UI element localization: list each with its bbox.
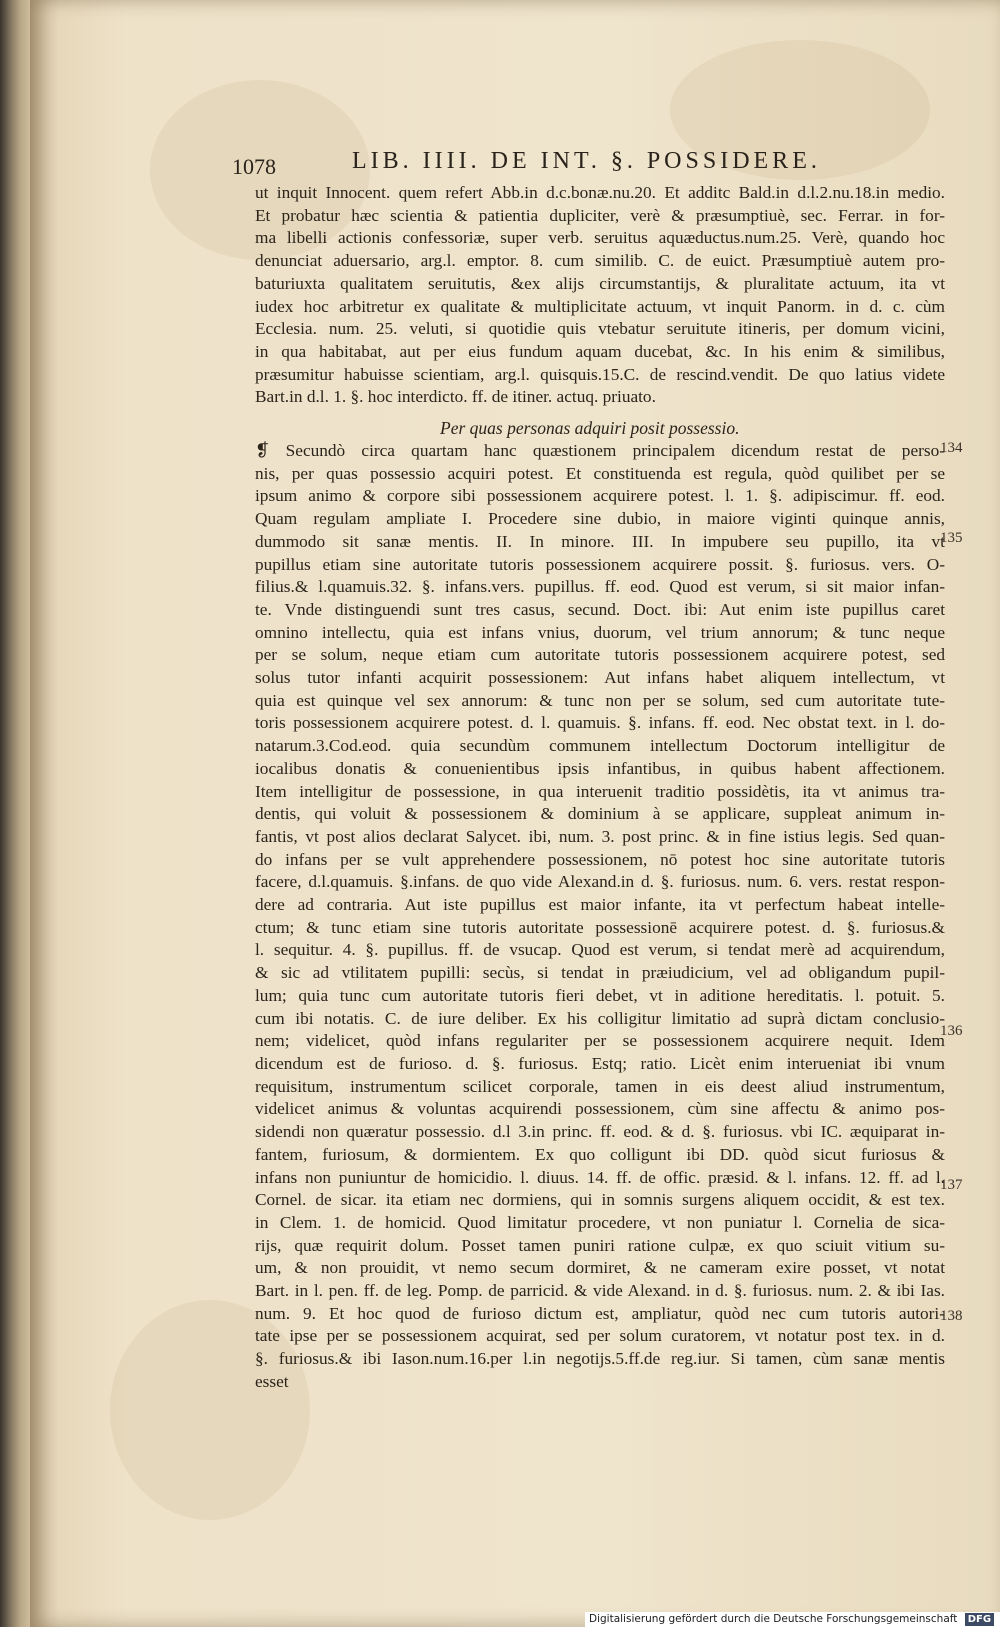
- margin-number-137: 137: [940, 1177, 963, 1193]
- digitization-credit-bar: [585, 1612, 1000, 1627]
- text-line: quia est quinque vel sex annorum: & tunc non per se solum, sed cum autoritate tute-: [255, 690, 945, 710]
- text-line: Bart.in d.l. 1. §. hoc interdicto. ff. de itiner. actuq. priuato.: [255, 387, 656, 407]
- text-line: iocalibus donatis & conuenientibus ipsis infantibus, in quibus habent affectionem.: [255, 758, 945, 778]
- text-line: in Clem. 1. de homicid. Quod limitatur procedere, vt non puniatur l. Cornelia de sica-: [255, 1212, 945, 1232]
- text-line: Cornel. de sicar. ita etiam nec dormiens, qui in somnis surgens aliquem occidit, & est tex.: [255, 1190, 945, 1210]
- text-line: do infans per se vult apprehendere possessionem, nō potest hoc sine autoritate tutoris: [255, 849, 945, 869]
- text-line: denunciat aduersario, arg.l. emptor. 8. cum similib. C. de euict. Præsumptiuè autem pro-: [255, 251, 945, 271]
- text-line: videlicet animus & voluntas acquirendi possessionem, cùm sine affectu & animo pos-: [255, 1099, 945, 1119]
- paragraph-1: [255, 182, 945, 409]
- text-line: toris possessionem acquirere potest. d. l. quamuis. §. infans. ff. eod. Nec obstat text. in l. do-: [255, 713, 945, 733]
- text-line: §. furiosus.& ibi Iason.num.16.per l.in negotijs.5.ff.de reg.iur. Si tamen, cùm sanæ mentis: [255, 1349, 945, 1369]
- text-line: sidendi non quæratur possessio. d.l 3.in princ. ff. eod. & d. §. furiosus. vbi IC. æquiparat in-: [255, 1122, 945, 1142]
- text-line: dicendum est de furioso. d. §. furiosus. Estq; ratio. Licèt enim interueniat ibi vnum: [255, 1053, 945, 1073]
- text-line: fantis, vt post alios declarat Salycet. ibi, num. 3. post princ. & in fine istius legis. Sed quan-: [255, 826, 945, 846]
- text-line: nis, per quas possessio acquiri potest. Et constituenda est regula, quòd quilibet per se: [255, 463, 945, 483]
- book-edge: [0, 0, 34, 1627]
- text-line: præsumitur habuisse scientiam, arg.l. quisquis.15.C. de rescind.vendit. De quo latius videte: [255, 364, 945, 384]
- text-line: ut inquit Innocent. quem refert Abb.in d.c.bonæ.nu.20. Et additc Bald.in d.l.2.nu.18.in medio.: [255, 183, 945, 202]
- margin-number-136: 136: [940, 1023, 963, 1039]
- text-line: ipsum animo & corpore sibi possessionem acquirere potest. l. 1. §. adipiscimur. ff. eod.: [255, 486, 945, 506]
- text-line: cum ibi notatis. C. de iure deliber. Ex his colligitur limitatio ad suprà dictam conclusio-: [255, 1008, 945, 1028]
- text-line: ctum; & tunc etiam sine tutoris autoritate possessionē acquirere potest. d. §. furiosus.&: [255, 917, 945, 937]
- text-line: um, & non prouidit, vt nemo secum dormiret, & ne cameram exire posset, vt notat: [255, 1258, 945, 1278]
- section-heading: Per quas personas adquiri posit possessio.: [440, 418, 740, 438]
- text-line: filius.& l.quamuis.32. §. infans.vers. pupillus. ff. eod. Quod est verum, si sit maior infan-: [255, 577, 945, 597]
- text-line: infans non puniuntur de homicidio. l. diuus. 14. ff. de offic. præsid. & l. infans. 12. ff. ad l.: [255, 1167, 945, 1187]
- margin-number-138: 138: [940, 1308, 963, 1324]
- text-line: in qua habitabat, aut per eius fundum aquam ducebat, &c. In his enim & similibus,: [255, 341, 945, 361]
- text-line: te. Vnde distinguendi sunt tres casus, secund. Doct. ibi: Aut enim iste pupillus caret: [255, 599, 945, 619]
- text-line: Quam regulam ampliate I. Procedere sine dubio, in maiore viginti quinque annis,: [255, 509, 945, 529]
- text-line: num. 9. Et hoc quod de furioso dictum est, ampliatur, quòd nec cum tutoris autori-: [255, 1303, 945, 1323]
- paragraph-2: [255, 440, 945, 1394]
- text-line: natarum.3.Cod.eod. quia secundùm communem intellectum Doctorum intelligitur de: [255, 736, 945, 756]
- running-title: LIB. IIII. DE INT. §. POSSIDERE.: [352, 148, 821, 174]
- page-number: 1078: [232, 154, 276, 179]
- text-line: nem; videlicet, quòd infans regulariter per se possessionem acquirere nequit. Idem: [255, 1031, 945, 1051]
- text-line: Bart. in l. pen. ff. de leg. Pomp. de parricid. & vide Alexand. in d. §. furiosus. num. 2. & ibi Ias.: [255, 1281, 945, 1301]
- running-header: [232, 148, 832, 182]
- text-line: omnino intellectu, quia est infans vnius, duorum, vel trium annorum; & tunc neque: [255, 622, 945, 642]
- text-line: dere ad contraria. Aut iste pupillus est maior infante, ita vt perfectum habeat intelle-: [255, 895, 945, 915]
- digitization-credit: Digitalisierung gefördert durch die Deutsche Forschungsgemeinschaft: [589, 1613, 958, 1625]
- text-line: pupillus etiam sine autoritate tutoris possessionem acquirere possit. §. furiosus. vers. O-: [255, 554, 945, 574]
- text-line: tate ipse per se possessionem acquirat, sed per solum curatorem, vt notatur post tex. in d.: [255, 1326, 945, 1346]
- text-line: requisitum, instrumentum scilicet corporale, tamen in eis deest aliud instrumentum,: [255, 1076, 945, 1096]
- text-line: ma libelli actionis confessoriæ, super verb. seruitus aquæductus.num.25. Verè, quando hoc: [255, 228, 945, 248]
- dfg-logo: DFG: [965, 1613, 994, 1626]
- text-line: Et probatur hæc scientia & patientia dupliciter, verè & præsumptiuè, sec. Ferrar. in for-: [255, 205, 945, 225]
- text-line: per se solum, neque etiam cum autoritate tutoris possessionem acquirere potest, sed: [255, 645, 945, 665]
- text-line: rijs, quæ requirit dolum. Posset tamen puniri ratione culpæ, ex quo sciuit vitium su-: [255, 1235, 945, 1255]
- text-line: esset: [255, 1371, 289, 1391]
- margin-number-135: 135: [940, 530, 963, 546]
- text-line: dummodo sit sanæ mentis. II. In minore. III. In impubere seu pupillo, ita vt: [255, 531, 945, 551]
- text-line: facere, d.l.quamuis. §.infans. de quo vide Alexand.in d. §. furiosus. num. 6. vers. restat respon-: [255, 872, 945, 892]
- text-line: dentis, qui voluit & possessionem & dominium à se applicare, suppleat animum in-: [255, 804, 945, 824]
- text-line: solus tutor infanti acquirit possessionem: Aut infans habet aliquem intellectum, vt: [255, 668, 945, 688]
- text-line: baturiuxta qualitatem seruitutis, &ex alijs circumstantijs, & pluralitate actuum, ita vt: [255, 273, 945, 293]
- text-line: Item intelligitur de possessione, in qua interuenit traditio possidètis, ita vt animus tra-: [255, 781, 945, 801]
- text-line: lum; quia tunc cum autoritate tutoris fieri debet, vt in aditione hereditatis. l. potuit. 5.: [255, 985, 945, 1005]
- text-line: fantem, furiosum, & dormientem. Ex quo colligunt ibi DD. quòd sicut furiosus &: [255, 1144, 945, 1164]
- text-line: & sic ad vtilitatem pupilli: secùs, si tendat in præiudicium, vel ad obligandum pupil-: [255, 963, 945, 983]
- text-line: l. sequitur. 4. §. pupillus. ff. de vsucap. Quod est verum, si tendat merè ad acquirendum,: [255, 940, 945, 960]
- text-line: Ecclesia. num. 25. veluti, si quotidie quis vtebatur seruitute itineris, per domum vicini,: [255, 319, 945, 339]
- margin-number-134: 134: [940, 440, 963, 456]
- text-line: iudex hoc arbitretur ex qualitate & multiplicitate actuum, vt inquit Panorm. in d. c. cùm: [255, 296, 945, 316]
- text-line: ❡ Secundò circa quartam hanc quæstionem principalem dicendum restat de perso-: [255, 441, 945, 460]
